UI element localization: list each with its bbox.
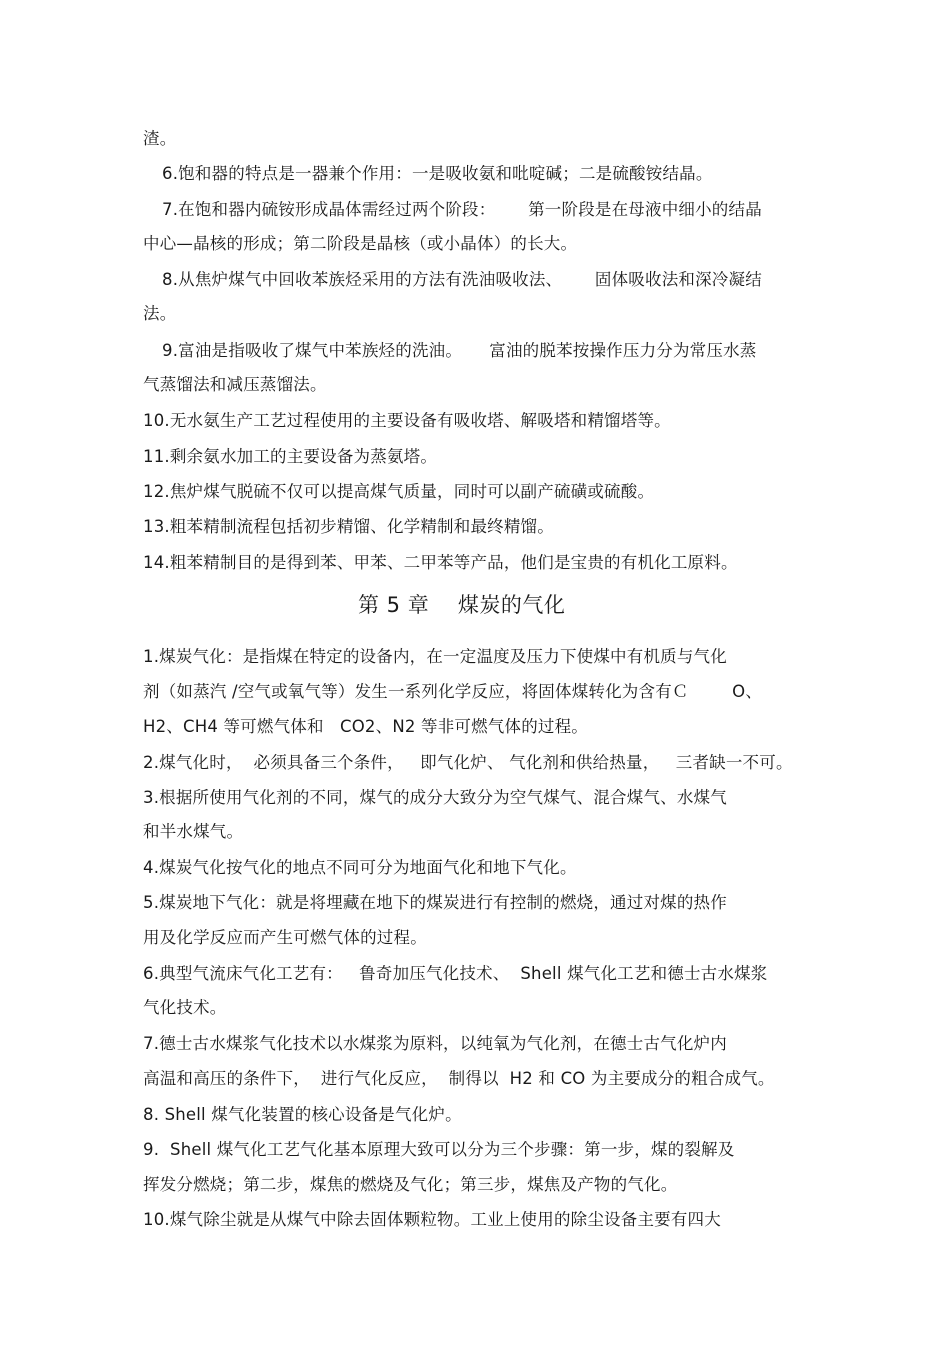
text-line: 中心—晶核的形成；第二阶段是晶核（或小晶体）的长大。 (143, 234, 578, 253)
text-line: 法。 (143, 304, 177, 323)
text-line: 挥发分燃烧；第二步，煤焦的燃烧及气化；第三步，煤焦及产物的气化。 (143, 1175, 678, 1194)
text-line: 气化技术。 (143, 998, 227, 1017)
text-line: 5.煤炭地下气化：就是将埋藏在地下的煤炭进行有控制的燃烧，通过对煤的热作 (143, 893, 727, 912)
text-line: 2.煤气化时， 必须具备三个条件， 即气化炉、 气化剂和供给热量， 三者缺一不可。 (143, 753, 793, 772)
text-line: 和半水煤气。 (143, 822, 244, 841)
text-line: 9. Shell 煤气化工艺气化基本原理大致可以分为三个步骤：第一步，煤的裂解及 (143, 1140, 735, 1159)
text-line: 剂（如蒸汽 /空气或氧气等）发生一系列化学反应，将固体煤转化为含有Ｃ O、 (143, 682, 763, 701)
text-line: H2、CH4 等可燃气体和 CO2、N2 等非可燃气体的过程。 (143, 717, 589, 736)
text-line: 气蒸馏法和减压蒸馏法。 (143, 375, 327, 394)
text-line: 渣。 (143, 129, 177, 148)
chapter-title: 第 5 章 煤炭的气化 (358, 593, 566, 617)
text-line: 8. Shell 煤气化装置的核心设备是气化炉。 (143, 1105, 462, 1124)
text-line: 10.无水氨生产工艺过程使用的主要设备有吸收塔、解吸塔和精馏塔等。 (143, 411, 671, 430)
text-line: 9.富油是指吸收了煤气中苯族烃的洗油。 富油的脱苯按操作压力分为常压水蒸 (162, 341, 757, 360)
text-line: 14.粗苯精制目的是得到苯、甲苯、二甲苯等产品，他们是宝贵的有机化工原料。 (143, 553, 738, 572)
text-line: 4.煤炭气化按气化的地点不同可分为地面气化和地下气化。 (143, 858, 577, 877)
text-line: 12.焦炉煤气脱硫不仅可以提高煤气质量，同时可以副产硫磺或硫酸。 (143, 482, 655, 501)
text-line: 6.饱和器的特点是一器兼个作用：一是吸收氨和吡啶碱；二是硫酸铵结晶。 (162, 164, 713, 183)
text-line: 高温和高压的条件下， 进行气化反应， 制得以 H2 和 CO 为主要成分的粗合成气。 (143, 1069, 775, 1088)
text-line: 11.剩余氨水加工的主要设备为蒸氨塔。 (143, 447, 438, 466)
text-line: 7.德士古水煤浆气化技术以水煤浆为原料，以纯氧为气化剂，在德士古气化炉内 (143, 1034, 727, 1053)
text-line: 6.典型气流床气化工艺有： 鲁奇加压气化技术、 Shell 煤气化工艺和德士古水煤浆 (143, 964, 768, 983)
text-line: 10.煤气除尘就是从煤气中除去固体颗粒物。工业上使用的除尘设备主要有四大 (143, 1210, 721, 1229)
text-line: 8.从焦炉煤气中回收苯族烃采用的方法有洗油吸收法、 固体吸收法和深冷凝结 (162, 270, 762, 289)
text-line: 1.煤炭气化：是指煤在特定的设备内，在一定温度及压力下使煤中有机质与气化 (143, 647, 727, 666)
text-line: 用及化学反应而产生可燃气体的过程。 (143, 928, 427, 947)
text-line: 13.粗苯精制流程包括初步精馏、化学精制和最终精馏。 (143, 517, 554, 536)
text-line: 3.根据所使用气化剂的不同，煤气的成分大致分为空气煤气、混合煤气、水煤气 (143, 788, 727, 807)
text-line: 7.在饱和器内硫铵形成晶体需经过两个阶段： 第一阶段是在母液中细小的结晶 (162, 200, 762, 219)
